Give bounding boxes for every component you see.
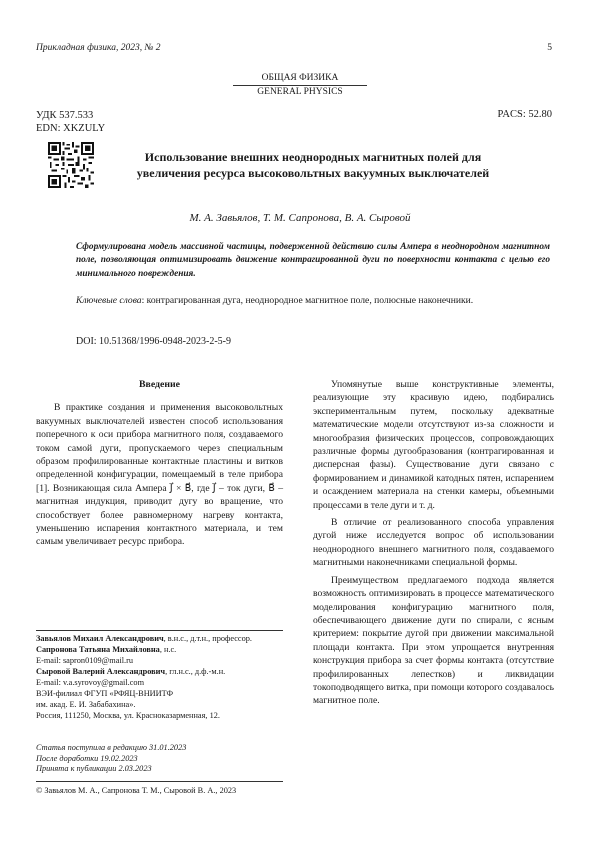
paragraph: Преимуществом предлагаемого подхода является возможность оптимизировать в процессе математического моделирования конфигурацию магнитного поля, обеспечивающего движение дуги по спирали, с ясным критерием: покрытие дугой при движении максимальной площади контакта. При этом упрощается внутренняя конструкция прибора за счет формы контакта (отсутствие профилированных лепестков) и ликвидации токоподводящего витка, при помощи которого создавалось магнитное поле.: [313, 574, 554, 707]
section-en: GENERAL PHYSICS: [257, 87, 343, 97]
doi-link[interactable]: DOI: 10.51368/1996-0948-2023-2-5-9: [76, 336, 231, 347]
section-ru: ОБЩАЯ ФИЗИКА: [261, 73, 339, 83]
affiliation-line: ВЭИ-филиал ФГУП «РФЯЦ-ВНИИТФ: [36, 689, 174, 698]
affiliation-address: Россия, 111250, Москва, ул. Красноказарменная, 12.: [36, 711, 220, 720]
pacs-code: PACS: 52.80: [497, 109, 552, 120]
footnote-divider: [36, 630, 283, 631]
copyright-notice: © Завьялов М. А., Сапронова Т. М., Сыровой В. А., 2023: [36, 786, 237, 795]
author-role: , в.н.с., д.т.н., профессор.: [163, 634, 252, 643]
author-name: Сапронова Татьяна Михайловна: [36, 645, 160, 654]
affiliation-line: им. акад. Е. И. Забабахина».: [36, 700, 136, 709]
keywords-label: Ключевые слова: [76, 295, 142, 306]
edn-code: EDN: XKZULY: [36, 123, 106, 134]
author-role: , гл.н.с., д.ф.-м.н.: [165, 667, 226, 676]
right-column: [313, 378, 554, 712]
paragraph: В практике создания и применения высоковольтных вакуумных выключателей известен способ использования поперечного к оси прибора магнитного поля, создаваемого током самой дуги, пропускаемого через специальным образом профилированные контактные пластины и витков определенной конфигурации, помещаемый в теле прибора [1]. Возникающая сила Ампера J⃗ × B⃗, где J⃗ – ток дуги, B⃗ – магнитная индукция, приводит дугу во вращение, что способствует более равномерному нагреву контакта, уменьшению испарения контактного материала, и тем самым увеличивает ресурс прибора.: [36, 402, 283, 548]
received-date: Статья поступила в редакцию 31.01.2023: [36, 743, 187, 752]
page-number: 5: [547, 43, 552, 53]
author-email[interactable]: E-mail: sapron0109@mail.ru: [36, 656, 134, 665]
paragraph: Упомянутые выше конструктивные элементы, реализующие эту красивую идею, подбирались экспериментальным путем, поскольку адекватные математические модели отсутствуют из-за сложности и многообразия физических процессов, сопровождающих различные формы дугообразования (контрагированная и дисперсная фазы). Существование дуги связано с формированием и динамикой катодных пятен, испарением и осаждением материала на стенки камеры, объемными процессами в теле дуги и т. д.: [313, 379, 554, 511]
author-email[interactable]: E-mail: v.a.syrovoy@gmail.com: [36, 678, 145, 687]
section-introduction-heading: Введение: [139, 379, 180, 390]
identifiers: [36, 109, 105, 135]
author-role: , н.с.: [159, 645, 177, 654]
article-dates: [36, 743, 186, 775]
journal-title: Прикладная физика, 2023, № 2: [36, 43, 161, 53]
keywords-text: : контрагированная дуга, неоднородное магнитное поле, полюсные наконечники.: [141, 295, 474, 306]
author-name: Сыровой Валерий Александрович: [36, 667, 166, 676]
author-footnote: [36, 633, 286, 721]
qr-code-icon: [48, 142, 94, 188]
author-name: Завьялов Михаил Александрович: [36, 634, 164, 643]
abstract: Сформулирована модель массивной частицы, подверженной действию силы Ампера в неоднородном магнитном поле, позволяющая оптимизировать движение контрагированной дуги по поверхности контакта с целью его минимального повреждения.: [76, 242, 550, 279]
article-title: Использование внешних неоднородных магнитных полей для увеличения ресурса высоковольтных вакуумных выключателей: [136, 150, 490, 180]
udk-code: УДК 537.533: [36, 110, 94, 121]
left-column: [36, 378, 283, 553]
keywords: [76, 294, 550, 308]
revised-date: После доработки 19.02.2023: [36, 753, 138, 763]
section-heading: [0, 72, 600, 98]
paragraph: В отличие от реализованного способа управления дугой ниже исследуется вопрос об использовании неоднородного внешнего магнитного поля, создаваемого магнитными наконечниками специальной формы.: [313, 517, 554, 569]
copyright-divider: [36, 781, 283, 782]
author-list: М. А. Завьялов, Т. М. Сапронова, В. А. Сыровой: [189, 212, 411, 224]
accepted-date: Принята к публикации 2.03.2023: [36, 764, 152, 773]
